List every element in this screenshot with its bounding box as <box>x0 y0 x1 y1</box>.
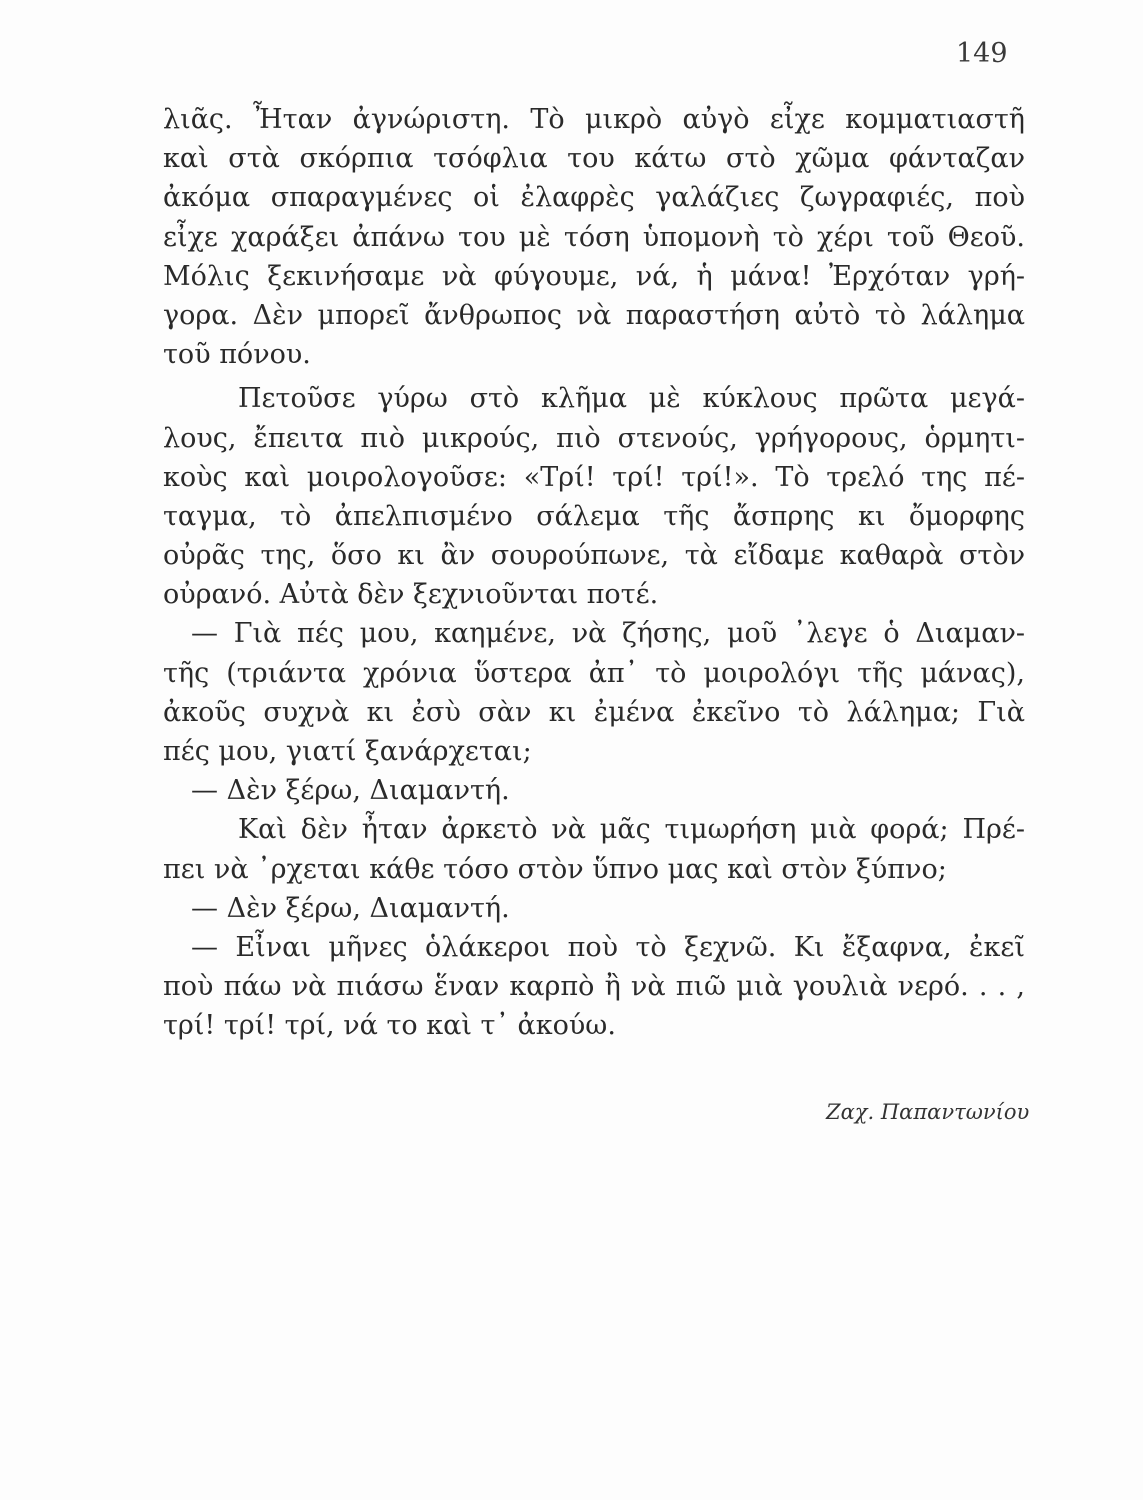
author-signature: Ζαχ. Παπαντωνίου <box>826 1100 1030 1124</box>
text-line: τρί! τρί! τρί, νά το καὶ τ᾽ ἀκούω. <box>163 1010 616 1042</box>
text-line: ταγμα, τὸ ἀπελπισμένο σάλεμα τῆς ἄσπρης κι ὄμορφης <box>163 500 1025 532</box>
text-line: Πετοῦσε γύρω στὸ κλῆμα μὲ κύκλους πρῶτα μεγά- <box>238 383 1025 415</box>
text-line: Καὶ δὲν ἦταν ἀρκετὸ νὰ μᾶς τιμωρήση μιὰ φορά; Πρέ- <box>238 814 1025 846</box>
page-number: 149 <box>956 38 1008 69</box>
text-line: οὐρανό. Αὐτὰ δὲν ξεχνιοῦνται ποτέ. <box>163 579 659 611</box>
text-line: ἀκοῦς συχνὰ κι ἐσὺ σὰν κι ἐμένα ἐκεῖνο τὸ λάλημα; Γιὰ <box>163 696 1025 728</box>
text-line: λους, ἔπειτα πιὸ μικρούς, πιὸ στενούς, γρήγορους, ὁρμητι- <box>163 422 1025 454</box>
text-line: πές μου, γιατί ξανάρχεται; <box>163 736 532 767</box>
text-line: Μόλις ξεκινήσαμε νὰ φύγουμε, νά, ἡ μάνα! Ἐρχόταν γρή- <box>163 260 1025 292</box>
text-line: τῆς (τριάντα χρόνια ὕστερα ἀπ᾽ τὸ μοιρολόγι τῆς μάνας), <box>163 657 1025 689</box>
text-line: ἀκόμα σπαραγμένες οἱ ἐλαφρὲς γαλάζιες ζωγραφιές, ποὺ <box>163 182 1025 214</box>
text-line: — Γιὰ πές μου, καημένε, νὰ ζήσης, μοῦ ᾽λεγε ὁ Διαμαν- <box>191 618 1025 650</box>
body-text <box>163 100 1025 1046</box>
text-line: κοὺς καὶ μοιρολογοῦσε: «Τρί! τρί! τρί!». Τὸ τρελό της πέ- <box>163 461 1025 493</box>
text-line: — Δὲν ξέρω, Διαμαντή. <box>191 892 510 924</box>
text-line: λιᾶς. Ἦταν ἀγνώριστη. Τὸ μικρὸ αὐγὸ εἶχε κομματιαστῆ <box>163 104 1025 135</box>
text-line: γορα. Δὲν μπορεῖ ἄνθρωπος νὰ παραστήση αὐτὸ τὸ λάλημα <box>163 299 1025 331</box>
text-line: πει νὰ ᾽ρχεται κάθε τόσο στὸν ὕπνο μας καὶ στὸν ξύπνο; <box>163 853 947 885</box>
text-line: τοῦ πόνου. <box>163 339 311 371</box>
text-line: οὐρᾶς της, ὅσο κι ἂν σουρούπωνε, τὰ εἴδαμε καθαρὰ στὸν <box>163 540 1025 572</box>
text-line: καὶ στὰ σκόρπια τσόφλια του κάτω στὸ χῶμα φάνταζαν <box>163 143 1025 175</box>
text-line: ποὺ πάω νὰ πιάσω ἕναν καρπὸ ἢ νὰ πιῶ μιὰ γουλιὰ νερό. . . , <box>163 971 1025 1003</box>
text-line: — Δὲν ξέρω, Διαμαντή. <box>191 775 510 807</box>
text-line: εἶχε χαράξει ἀπάνω του μὲ τόση ὑπομονὴ τὸ χέρι τοῦ Θεοῦ. <box>163 221 1025 253</box>
text-line: — Εἶναι μῆνες ὁλάκεροι ποὺ τὸ ξεχνῶ. Κι ἔξαφνα, ἐκεῖ <box>191 931 1025 963</box>
